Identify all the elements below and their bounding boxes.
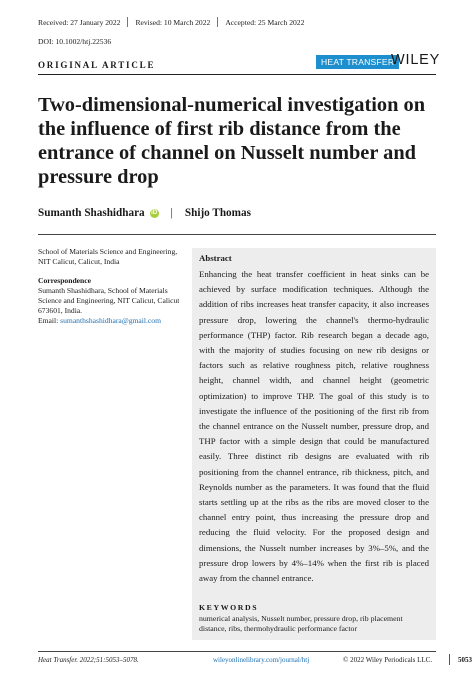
- journal-url-link[interactable]: wileyonlinelibrary.com/journal/htj: [213, 656, 310, 664]
- journal-reference: Heat Transfer. 2022;51:5053–5078.: [38, 656, 139, 664]
- affiliation-column: [38, 247, 190, 326]
- received-date: Received: 27 January 2022: [38, 17, 121, 27]
- footer-rule: [38, 651, 436, 652]
- doi[interactable]: DOI: 10.1002/htj.22536: [38, 37, 112, 46]
- correspondence-body: Sumanth Shashidhara, School of Materials Science and Engineering, NIT Calicut, Calicut 673601, India.: [38, 286, 180, 315]
- abstract-heading: Abstract: [199, 253, 232, 263]
- keywords-text: numerical analysis, Nusselt number, pressure drop, rib placement distance, ribs, thermohydraulic performance factor: [199, 614, 403, 634]
- article-type: ORIGINAL ARTICLE: [38, 60, 156, 70]
- keywords-heading: KEYWORDS: [199, 603, 259, 612]
- copyright: © 2022 Wiley Periodicals LLC.: [343, 656, 433, 664]
- affiliation: School of Materials Science and Engineering, NIT Calicut, Calicut, India: [38, 247, 178, 266]
- email-link[interactable]: sumanthshashidhara@gmail.com: [60, 316, 161, 325]
- author-2: Shijo Thomas: [184, 207, 251, 219]
- publisher-logo: WILEY: [391, 52, 441, 68]
- date-separator: [127, 17, 128, 27]
- publication-dates: [38, 17, 304, 27]
- author-line: [38, 207, 251, 219]
- email-line: [38, 316, 190, 326]
- header-rule: [38, 74, 436, 75]
- accepted-date: Accepted: 25 March 2022: [225, 17, 305, 27]
- paper-title: Two-dimensional-numerical investigation on the influence of first rib distance from the entrance of channel on Nusselt number and pressure drop: [38, 94, 426, 188]
- orcid-icon[interactable]: iD: [151, 210, 158, 216]
- abstract-text: Enhancing the heat transfer coefficient in heat sinks can be achieved by surface modification techniques. Although the addition of ribs increases heat transfer capacity, it also increases pressure drop, lowering the channel's thermo-hydraulic performance (THP) factor. Rib research began a decade ago, with the majority of studies focusing on new rib designs or factors such as relative roughness pitch, relative roughness height, channel width, and channel height (geometric optimization) to improve THP. The goal of this study is to investigate the influence of the positioning of the first rib from the channel entrance on the Nusselt number, pressure drop, and THP factor with a simple design that could be manufactured easily. Three distinct rib designs are evaluated with rib positioning from the channel entrance, rib thickness, pitch, and Reynolds number as the parameters. It was found that the fluid starts settling up at the ribs as the ribs are moved closer to the channel entry point, thus increasing the pressure drop and reducing the fluid velocity. For the proposed design and dimensions, the Nusselt number increases by 3%–5%, and the pressure drop lowers by 4%–14% when the first rib is placed away from the channel entrance.: [199, 269, 429, 584]
- email-label: Email:: [38, 316, 59, 325]
- correspondence-heading: Correspondence: [38, 276, 92, 285]
- date-separator: [217, 17, 218, 27]
- page-number: 5053: [458, 656, 472, 664]
- footer-divider: [449, 654, 450, 665]
- author-rule: [38, 234, 436, 235]
- author-divider: |: [170, 207, 173, 219]
- author-1: Sumanth Shashidhara: [38, 207, 145, 219]
- journal-badge: HEAT TRANSFER: [316, 55, 399, 69]
- revised-date: Revised: 10 March 2022: [135, 17, 211, 27]
